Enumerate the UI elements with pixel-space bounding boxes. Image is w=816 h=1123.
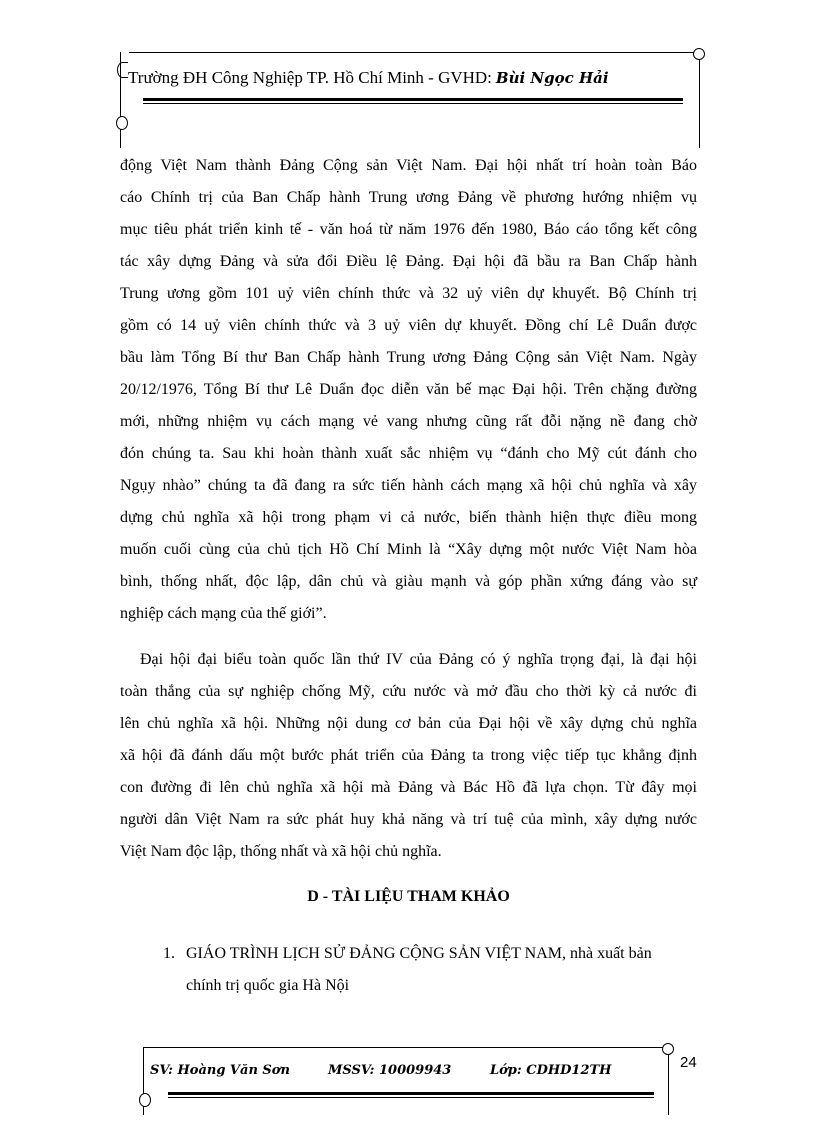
footer-student: SV: Hoàng Văn Sơn xyxy=(150,1063,290,1078)
body-line: muốn cuối cùng của chủ tịch Hồ Chí Minh là “Xây dựng một nước Việt Nam hòa xyxy=(120,541,697,558)
footer-scroll-curl-right xyxy=(662,1043,674,1055)
reference-line: GIÁO TRÌNH LỊCH SỬ ĐẢNG CỘNG SẢN VIỆT NAM, nhà xuất bản xyxy=(186,945,652,962)
reference-number: 1. xyxy=(163,945,175,962)
header-rule-thin xyxy=(143,103,683,104)
body-line: dựng chủ nghĩa xã hội trong phạm vi cả nước, biến thành hiện thực điều mong xyxy=(120,509,697,526)
body-line: nghiệp cách mạng của thế giới”. xyxy=(120,605,327,622)
body-line: xã hội đã đánh dấu một bước phát triển của Đảng ta trong việc tiếp tục khẳng định xyxy=(120,747,697,764)
body-line: tác xây dựng Đảng và sửa đổi Điều lệ Đảng. Đại hội đã bầu ra Ban Chấp hành xyxy=(120,253,697,270)
footer-top-line xyxy=(144,1047,664,1048)
body-line: đón chúng ta. Sau khi hoàn thành xuất sắc nhiệm vụ “đánh cho Mỹ cút đánh cho xyxy=(120,445,697,462)
body-line: bình, thống nhất, độc lập, dân chủ và giàu mạnh và góp phần xứng đáng vào sự xyxy=(120,573,697,590)
reference-item xyxy=(163,938,697,1002)
footer-class: Lớp: CDHD12TH xyxy=(490,1063,612,1078)
footer-student-id: MSSV: 10009943 xyxy=(328,1063,452,1078)
body-line: Việt Nam độc lập, thống nhất và xã hội chủ nghĩa. xyxy=(120,843,442,860)
header-scroll-curl-right xyxy=(693,48,705,60)
header-title: Trường ĐH Công Nghiệp TP. Hồ Chí Minh - GVHD: xyxy=(128,68,492,87)
body-line: Trung ương gồm 101 uỷ viên chính thức và 32 uỷ viên dự khuyết. Bộ Chính trị xyxy=(120,285,697,302)
footer-frame xyxy=(143,1047,669,1115)
header-rule-thick xyxy=(143,98,683,101)
header-scroll-curl-left xyxy=(117,62,128,78)
body-line: con đường đi lên chủ nghĩa xã hội mà Đảng và Bác Hồ đã lựa chọn. Từ đây mọi xyxy=(120,779,697,796)
body-line: mục tiêu phát triển kinh tế - văn hoá từ năm 1976 đến 1980, Báo cáo tổng kết công xyxy=(120,221,697,238)
header-text xyxy=(128,68,609,88)
body-line: mới, những nhiệm vụ cách mạng vẻ vang nhưng cũng rất đỗi nặng nề đang chờ xyxy=(120,413,697,430)
reference-line: chính trị quốc gia Hà Nội xyxy=(186,977,350,994)
paragraph-2 xyxy=(120,644,697,868)
paragraph-1 xyxy=(120,150,697,630)
body-line: động Việt Nam thành Đảng Cộng sản Việt Nam. Đại hội nhất trí hoàn toàn Báo xyxy=(120,157,697,174)
body-line: toàn thắng của sự nghiệp chống Mỹ, cứu nước và mở đầu cho thời kỳ cả nước đi xyxy=(120,683,697,700)
body-line: bầu làm Tổng Bí thư Ban Chấp hành Trung ương Đảng Cộng sản Việt Nam. Ngày xyxy=(120,349,697,366)
paragraph-gap xyxy=(120,630,697,644)
reference-text xyxy=(186,938,697,1002)
footer-rule-thin xyxy=(168,1097,654,1098)
body-line: người dân Việt Nam ra sức phát huy khả năng và trí tuệ của mình, xây dựng nước xyxy=(120,811,697,828)
references-heading: D - TÀI LIỆU THAM KHẢO xyxy=(307,888,510,905)
page-number: 24 xyxy=(680,1054,697,1071)
header-top-line xyxy=(129,52,695,53)
body-line: cáo Chính trị của Ban Chấp hành Trung ương Đảng về phương hướng nhiệm vụ xyxy=(120,189,697,206)
header-instructor: Bùi Ngọc Hải xyxy=(495,69,609,87)
document-body xyxy=(120,150,697,868)
body-line: 20/12/1976, Tổng Bí thư Lê Duẩn đọc diễn văn bế mạc Đại hội. Trên chặng đường xyxy=(120,381,697,398)
footer-rule-thick xyxy=(168,1092,654,1095)
body-line: Ngụy nhào” chúng ta đã đang ra sức tiến hành cách mạng xã hội chủ nghĩa và xây xyxy=(120,477,697,494)
body-line: gồm có 14 uỷ viên chính thức và 3 uỷ viên dự khuyết. Đồng chí Lê Duẩn được xyxy=(120,317,697,334)
body-line: Đại hội đại biểu toàn quốc lần thứ IV của Đảng có ý nghĩa trọng đại, là đại hội xyxy=(140,651,697,668)
body-line: lên chủ nghĩa xã hội. Những nội dung cơ bản của Đại hội về xây dựng chủ nghĩa xyxy=(120,715,697,732)
header-scroll-curl-bottom xyxy=(116,116,128,130)
footer-scroll-curl-bottom xyxy=(139,1093,151,1107)
